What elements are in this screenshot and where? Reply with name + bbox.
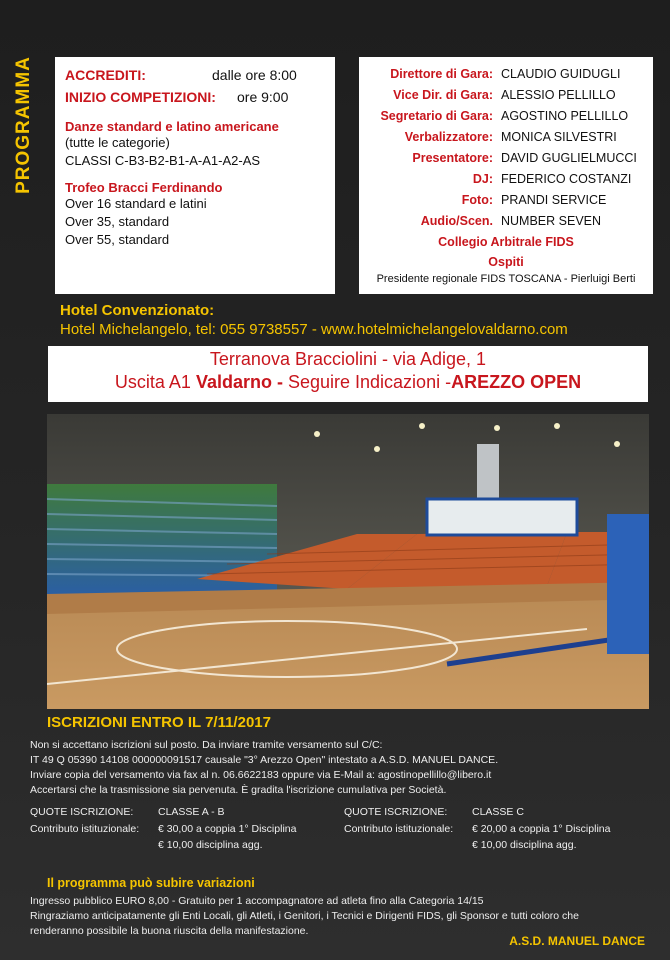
accrediti-row [65, 67, 325, 87]
ospiti-label: Ospiti [488, 255, 524, 269]
fees-label: QUOTE ISCRIZIONE: [30, 806, 134, 818]
staff-row [367, 148, 645, 169]
side-title: PROGRAMMA [13, 56, 34, 194]
staff-row [367, 211, 645, 232]
accrediti-label: ACCREDITI: [65, 67, 146, 83]
footer-line: Ringraziamo anticipatamente gli Enti Locali, gli Atleti, i Genitori, i Tecnici e Dirigenti FIDS, gli Sponsor e tutti coloro che [30, 910, 579, 922]
staff-name: AGOSTINO PELLILLO [501, 109, 629, 123]
event-name: AREZZO OPEN [451, 372, 582, 392]
staff-row [367, 127, 645, 148]
info-line: Inviare copia del versamento via fax al n. 06.6622183 oppure via E-Mail a: agostinopellillo@libero.it [30, 769, 492, 781]
hotel-info: Hotel Michelangelo, tel: 055 9738557 - www.hotelmichelangelovaldarno.com [60, 321, 568, 338]
contrib-label: Contributo istituzionale: [30, 823, 140, 835]
staff-name: DAVID GUGLIELMUCCI [501, 151, 637, 165]
staff-name: FEDERICO COSTANZI [501, 172, 632, 186]
fees-label: QUOTE ISCRIZIONE: [344, 806, 448, 818]
inizio-label: INIZIO COMPETIZIONI: [65, 89, 216, 105]
staff-role: Direttore di Gara: [390, 67, 493, 81]
variations-note: Il programma può subire variazioni [47, 876, 255, 890]
collegio-label: Collegio Arbitrale FIDS [438, 235, 574, 249]
program-box [55, 57, 335, 294]
ospiti-value: Presidente regionale FIDS TOSCANA - Pierluigi Berti [376, 273, 636, 285]
fee-line: € 10,00 disciplina agg. [158, 839, 263, 851]
staff-row [367, 169, 645, 190]
address-box [48, 346, 648, 402]
section2-title: Trofeo Bracci Ferdinando [65, 180, 223, 195]
staff-role: DJ: [472, 172, 493, 186]
staff-role: Foto: [461, 193, 493, 207]
fee-line: € 30,00 a coppia 1° Disciplina [158, 823, 297, 835]
staff-box [359, 57, 653, 294]
footer-line: renderanno possibile la buona riuscita della manifestazione. [30, 925, 309, 937]
staff-name: MONICA SILVESTRI [501, 130, 617, 144]
staff-name: NUMBER SEVEN [501, 214, 602, 228]
staff-role: Presentatore: [412, 151, 493, 165]
registration-title: ISCRIZIONI ENTRO IL 7/11/2017 [47, 714, 271, 731]
section2-line: Over 16 standard e latini [65, 196, 207, 211]
fee-line: € 10,00 disciplina agg. [472, 839, 577, 851]
inizio-value: ore 9:00 [237, 89, 289, 105]
fees-class: CLASSE C [472, 806, 524, 818]
staff-name: PRANDI SERVICE [501, 193, 607, 207]
arena-photo [47, 414, 649, 709]
section2-line: Over 35, standard [65, 214, 170, 229]
directions-part: Seguire Indicazioni - [287, 372, 452, 392]
fees-class: CLASSE A - B [158, 806, 225, 818]
directions-exit: Valdarno - [195, 372, 288, 392]
staff-role: Verbalizzatore: [404, 130, 493, 144]
registration-info [30, 738, 650, 798]
info-line: IT 49 Q 05390 14108 000000091517 causale "3° Arezzo Open" intestato a A.S.D. MANUEL DANCE. [30, 754, 499, 766]
staff-row [367, 190, 645, 211]
staff-name: ALESSIO PELLILLO [501, 88, 616, 102]
staff-role: Audio/Scen. [420, 214, 493, 228]
info-line: Accertarsi che la trasmissione sia pervenuta. È gradita l'iscrizione cumulativa per Società. [30, 784, 447, 796]
section1-title: Danze standard e latino americane [65, 119, 279, 134]
directions-line [48, 372, 648, 393]
section2-line: Over 55, standard [65, 232, 170, 247]
hotel-title: Hotel Convenzionato: [60, 302, 215, 319]
fee-line: € 20,00 a coppia 1° Disciplina [472, 823, 611, 835]
staff-role: Vice Dir. di Gara: [393, 88, 493, 102]
section1-line: CLASSI C-B3-B2-B1-A-A1-A2-AS [65, 153, 261, 168]
footer-text [30, 894, 655, 939]
section1-line: (tutte le categorie) [65, 135, 170, 150]
staff-row [367, 85, 645, 106]
staff-list [367, 64, 645, 232]
info-line: Non si accettano iscrizioni sul posto. Da inviare tramite versamento sul C/C: [30, 739, 383, 751]
footer-line: Ingresso pubblico EURO 8,00 - Gratuito per 1 accompagnatore ad atleta fino alla Categoria 14/15 [30, 895, 484, 907]
staff-row [367, 64, 645, 85]
accrediti-value: dalle ore 8:00 [212, 67, 297, 83]
inizio-row [65, 89, 325, 109]
contrib-label: Contributo istituzionale: [344, 823, 454, 835]
staff-name: CLAUDIO GUIDUGLI [501, 67, 621, 81]
directions-part: Uscita A1 [114, 372, 196, 392]
staff-role: Segretario di Gara: [380, 109, 493, 123]
staff-row [367, 106, 645, 127]
address-line: Terranova Bracciolini - via Adige, 1 [209, 349, 487, 369]
organizer-signature: A.S.D. MANUEL DANCE [509, 934, 645, 948]
